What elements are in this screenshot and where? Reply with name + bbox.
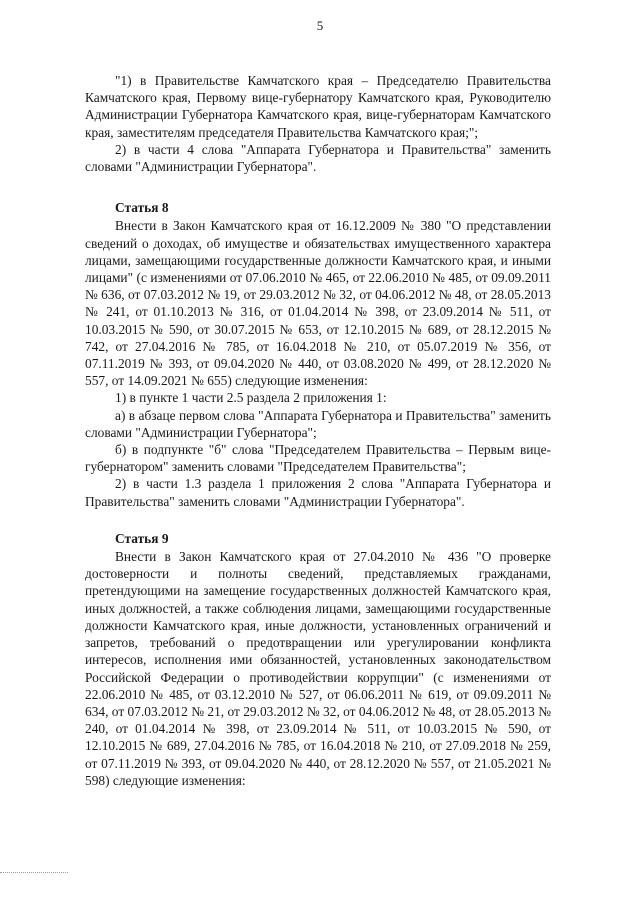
article-8-title: Статья 8 (115, 200, 169, 216)
scan-edge-mark (0, 872, 68, 873)
article-9-paragraph-1: Внести в Закон Камчатского края от 27.04.2010 № 436 "О проверке достоверности и полноты сведений, представляемых гражданами, претендующими на замещение государственных должностей Камчатского края, иных должностей, а также соблюдения лицами, замещающими государственные должности Камчатского края, иные должности, установленных ограничений и запретов, требований о предотвращении или урегулировании конфликта интересов, исполнения ими обязанностей, установленных законодательством Российской Федерации о противодействии коррупции" (с изменениями от 22.06.2010 № 485, от 03.12.2010 № 527, от 06.06.2011 № 619, от 09.09.2011 № 634, от 07.03.2012 № 21, от 29.03.2012 № 32, от 04.06.2012 № 48, от 28.05.2013 № 240, от 01.04.2014 № 398, от 23.09.2014 № 511, от 10.03.2015 № 590, от 12.10.2015 № 689, 27.04.2016 № 785, от 16.04.2018 № 210, от 27.09.2018 № 259, от 07.11.2019 № 393, от 09.04.2020 № 440, от 28.12.2020 № 557, от 21.05.2021 № 598) следующие изменения: (85, 549, 551, 788)
intro-paragraph-2: 2) в части 4 слова "Аппарата Губернатора и Правительства" заменить словами "Администрации Губернатора". (85, 141, 551, 175)
article-8-paragraph-1: Внести в Закон Камчатского края от 16.12.2009 № 380 "О представлении сведений о доходах, об имуществе и обязательствах имущественного характера лицами, замещающими государственные должности Камчатского края, и иными лицами" (с изменениями от 07.06.2010 № 465, от 22.06.2010 № 485, от 09.09.2011 № 636, от 07.03.2012 № 19, от 29.03.2012 № 32, от 04.06.2012 № 48, от 28.05.2013 № 241, от 01.10.2013 № 316, от 01.04.2014 № 398, от 23.09.2014 № 511, от 10.03.2015 № 590, от 30.07.2015 № 653, от 12.10.2015 № 689, от 28.12.2015 № 742, от 27.04.2016 № 785, от 16.04.2018 № 210, от 05.07.2019 № 356, от 07.11.2019 № 393, от 09.04.2020 № 440, от 03.08.2020 № 499, от 28.12.2020 № 557, от 14.09.2021 № 655) следующие изменения: (85, 218, 551, 389)
page-number: 5 (316, 18, 324, 33)
article-9-title: Статья 9 (115, 530, 169, 546)
article-8-paragraph-5: 2) в части 1.3 раздела 1 приложения 2 слова "Аппарата Губернатора и Правительства" заменить словами "Администрации Губернатора". (85, 476, 551, 509)
document-body (85, 72, 551, 789)
intro-paragraph-1: "1) в Правительстве Камчатского края – Председателю Правительства Камчатского края, Первому вице-губернатору Камчатского края, Руководителю Администрации Губернатора Камчатского края, вице-губернаторам Камчатского края, заместителям председателя Правительства Камчатского края;"; (85, 73, 551, 140)
article-8-paragraph-4: б) в подпункте "б" слова "Председателем Правительства – Первым вице-губернатором" заменить словами "Председателем Правительства"; (85, 442, 551, 475)
article-8-paragraph-3: а) в абзаце первом слова "Аппарата Губернатора и Правительства" заменить словами "Администрации Губернатора"; (85, 407, 551, 440)
article-8-paragraph-2: 1) в пункте 1 части 2.5 раздела 2 приложения 1: (115, 390, 387, 406)
